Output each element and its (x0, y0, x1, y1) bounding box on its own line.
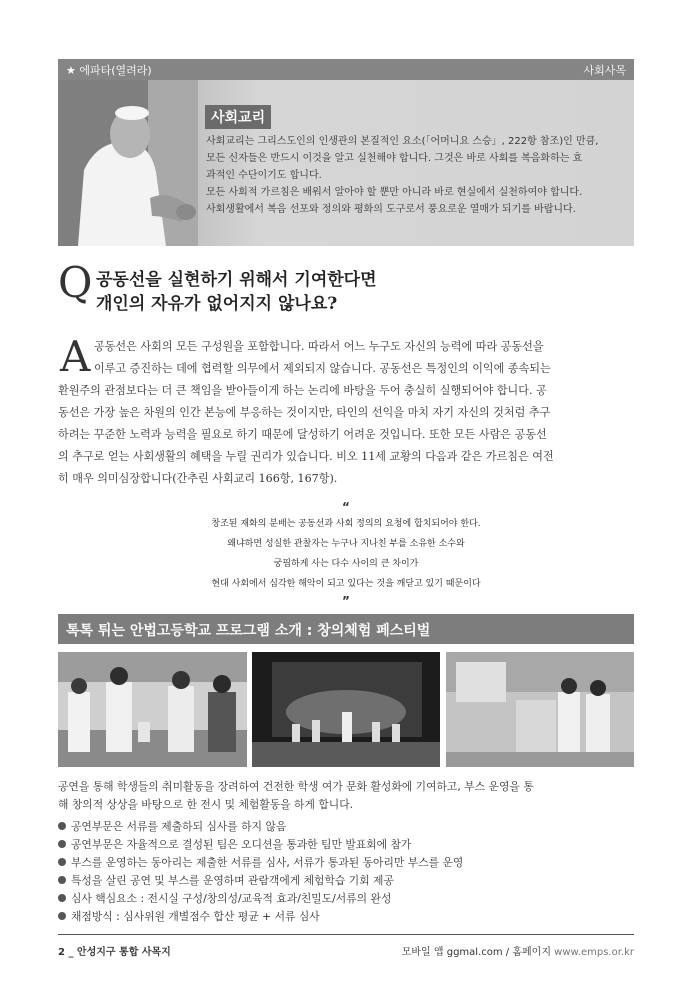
stage-performance-photo (252, 652, 440, 767)
bullet-icon (58, 858, 66, 866)
list-item-text: 특성을 살린 공연 및 부스를 운영하며 관람객에게 체험학습 기회 제공 (71, 874, 394, 887)
list-item-text: 심사 핵심요소 : 전시실 구성/창의성/교육적 효과/친밀도/서류의 완성 (71, 892, 392, 905)
quote-line: 왜냐하면 성실한 관찰자는 누구나 지나친 부를 소유한 소수와 (227, 539, 465, 549)
answer-line: 공동선은 사회의 모든 구성원을 포함합니다. 따라서 어느 누구도 자신의 능력에 따라 공동선을 (94, 340, 544, 353)
list-item (58, 818, 634, 836)
footer-contact-label: 모바일 앱 ggmal.com / 홈페이지 (401, 947, 551, 958)
hero-title: 사회교리 (205, 105, 271, 129)
list-item-text: 공연부문은 서류를 제출하되 심사를 하지 않음 (71, 820, 287, 833)
science-lab-illustration (58, 652, 247, 767)
answer-initial: A (60, 332, 91, 381)
answer-line: 이루고 증진하는 데에 협력할 의무에서 제외되지 않습니다. 공동선은 특정인의 이익에 종속되는 (94, 362, 551, 375)
footer-page-info: 2 _ 안성지구 통합 사목지 (58, 947, 171, 958)
star-icon: ★ (66, 64, 76, 77)
hero-line: 과적인 수단이기도 합니다. (206, 170, 322, 181)
social-doctrine-box (58, 80, 634, 246)
hero-line: 사회교리는 그리스도인의 인생관의 본질적인 요소(「어머니요 스승」, 222항 참조)인 만큼, (206, 136, 599, 147)
homepage-link[interactable]: www.emps.or.kr (554, 947, 634, 958)
header-section-label (66, 62, 152, 78)
answer-line: 환원주의 관점보다는 더 큰 책임을 받아들이게 하는 논리에 바탕을 두어 충실히 실행되어야 합니다. 공 (58, 384, 547, 397)
bullet-icon (58, 822, 66, 830)
quote-line: 궁핍하게 사는 다수 사이의 큰 차이가 (273, 559, 419, 569)
science-lab-photo (58, 652, 247, 767)
answer-line: 의 추구로 얻는 사회생활의 혜택을 누릴 권리가 있습니다. 비오 11세 교황의 다음과 같은 가르침은 여전 (58, 450, 554, 463)
list-item (58, 872, 634, 890)
bullet-icon (58, 840, 66, 848)
question-heading (96, 268, 377, 316)
stage-performance-illustration (252, 652, 440, 767)
footer-divider (58, 934, 634, 935)
question-initial: Q (58, 258, 93, 307)
intro-line: 해 창의적 상상을 바탕으로 한 전시 및 체험활동을 하게 합니다. (58, 798, 354, 811)
header-category: 사회사목 (583, 64, 626, 77)
list-item (58, 836, 634, 854)
pull-quote (58, 500, 634, 608)
intro-line: 공연을 통해 학생들의 취미활동을 장려하여 건전한 학생 여가 문화 활성화에 기여하고, 부스 운영을 통 (58, 780, 534, 793)
question-line-1: 공동선을 실현하기 위해서 기여한다면 (96, 270, 377, 290)
list-item-text: 채점방식 : 심사위원 개별점수 합산 평균 + 서류 심사 (71, 910, 320, 923)
question-block (58, 258, 634, 322)
program-section-bar (58, 614, 634, 644)
list-item (58, 890, 634, 908)
bullet-icon (58, 912, 66, 920)
header-section-text: 에파타(열려라) (79, 64, 152, 77)
booth-exhibition-illustration (446, 652, 634, 767)
open-quote-mark: “ (342, 500, 350, 514)
list-item-text: 부스를 운영하는 동아리는 제출한 서류를 심사, 서류가 통과된 동아리만 부스를 운영 (71, 856, 464, 869)
list-item (58, 908, 634, 926)
close-quote-mark: ” (342, 594, 350, 608)
answer-line: 동선은 가장 높은 차원의 인간 본능에 부응하는 것이지만, 타인의 선익을 마치 자기 자신의 것처럼 추구 (58, 406, 551, 419)
header-bar (58, 59, 634, 80)
answer-line: 히 매우 의미심장합니다(간추린 사회교리 166항, 167항). (58, 472, 338, 485)
list-item (58, 854, 634, 872)
bullet-icon (58, 894, 66, 902)
quote-line: 현대 사회에서 심각한 해악이 되고 있다는 것을 깨닫고 있기 때문이다 (211, 579, 481, 589)
hero-line: 모든 신자들은 반드시 이것을 알고 실천해야 합니다. 그것은 바로 사회를 복음화하는 효 (206, 153, 583, 164)
quote-line: 창조된 재화의 분배는 공동선과 사회 정의의 요청에 합치되어야 한다. (211, 519, 481, 529)
list-item-text: 공연부문은 자율적으로 결성된 팀은 오디션을 통과한 팀만 발표회에 참가 (71, 838, 412, 851)
answer-line: 하려는 꾸준한 노력과 능력을 필요로 하기 때문에 달성하기 어려운 것입니다. 또한 모든 사람은 공동선 (58, 428, 547, 441)
hero-line: 모든 사회적 가르침은 배워서 알아야 할 뿐만 아니라 바로 현실에서 실천하여야 합니다. (206, 187, 583, 198)
bullet-icon (58, 876, 66, 884)
program-rules-list (58, 818, 634, 926)
praying-pope-photo (58, 80, 198, 246)
booth-exhibition-photo (446, 652, 634, 767)
hero-line: 사회생활에서 복음 선포와 정의와 평화의 도구로서 풍요로운 열매가 되기를 바랍니다. (206, 204, 576, 215)
footer-contact (402, 943, 634, 958)
program-intro (58, 778, 634, 814)
program-section-title: 톡톡 튀는 안법고등학교 프로그램 소개 : 창의체험 페스티벌 (66, 623, 431, 639)
question-line-2: 개인의 자유가 없어지지 않나요? (96, 294, 338, 314)
hero-body (206, 133, 630, 218)
